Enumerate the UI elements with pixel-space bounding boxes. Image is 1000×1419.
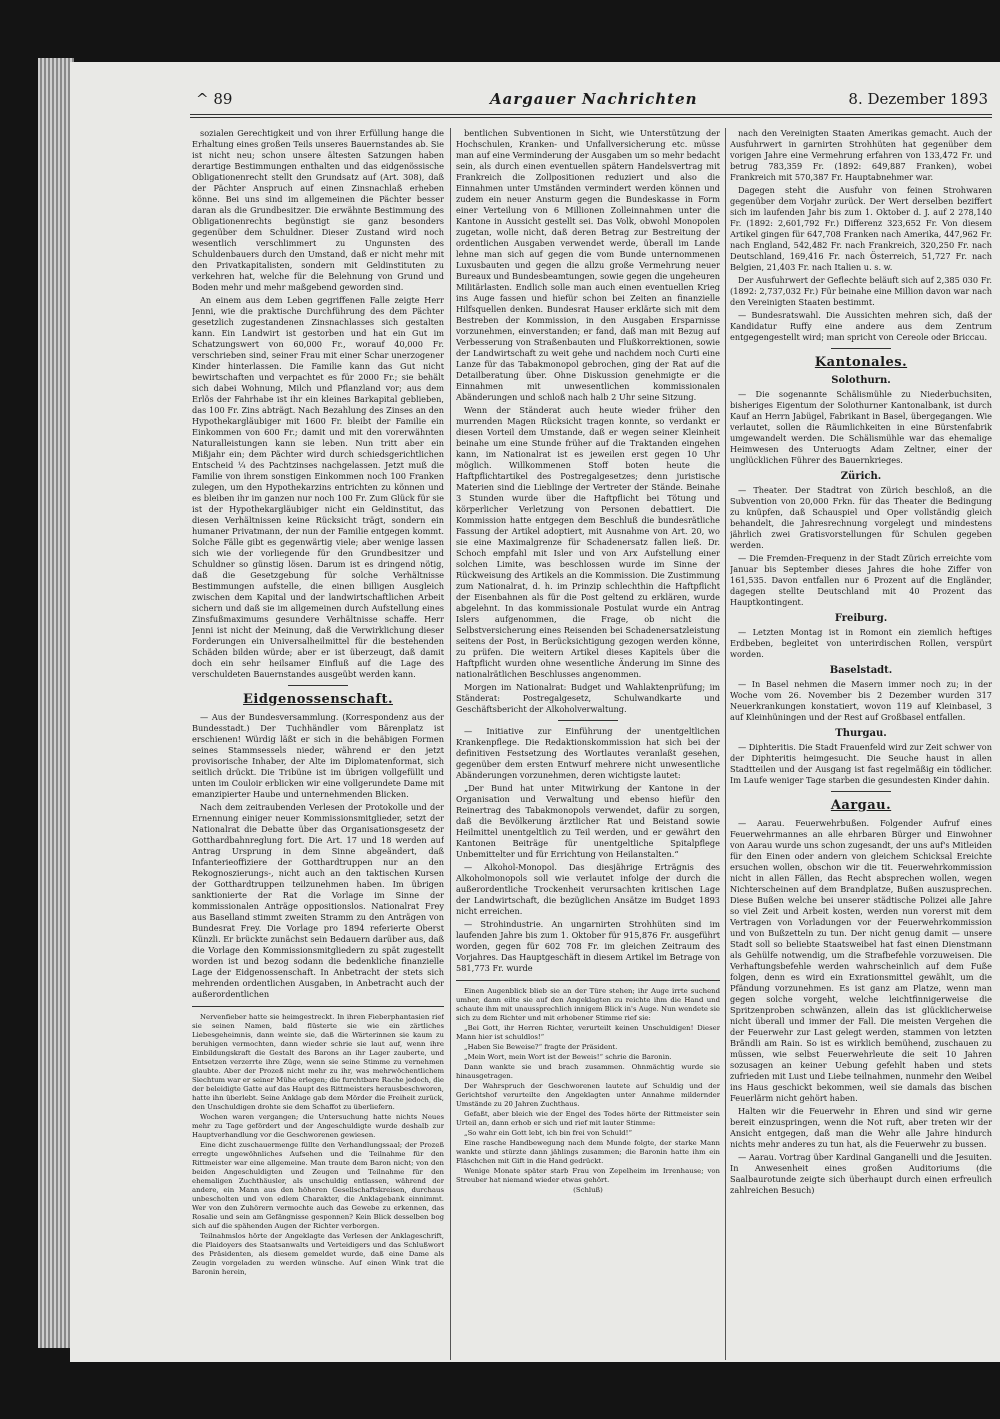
article-paragraph: — Aarau. Vortrag über Kardinal Ganganelli und die Jesuiten. In Anwesenheit eines großen Auditoriums (die Saalbaurotunde zeigte sich überhaupt durch einen erfreulich zahlreichen Besuch): [730, 1152, 992, 1195]
column-1: [192, 128, 444, 1360]
article-paragraph: — Die sogenannte Schälismühle zu Niederbuchsiten, bisheriges Eigentum der Solothurner Kantonalbank, ist durch Kauf an Herrn Jabügel, Fabrikant in Basel, übergegangen. Wie verlautet, sollen die Räumlichkeiten in eine Bürstenfabrik umgewandelt werden. Die Schälismühle war das ehemalige Heimwesen des Unteruogts Adam Zeltner, einer der unglücklichen Führer des Bauernkrieges.: [730, 389, 992, 465]
feuilleton-paragraph: Eine rasche Handbewegung nach dem Munde folgte, der starke Mann wankte und stürzte dann jählings zusammen; die Baronin hatte ihm ein Fläschchen mit Gift in die Hand gedrückt.: [456, 1139, 720, 1165]
column-divider: [725, 128, 726, 1360]
canton-heading: Freiburg.: [834, 613, 888, 624]
feuilleton-paragraph: Einen Augenblick blieb sie an der Türe stehen; ihr Auge irrte suchend umher, dann eilte sie auf den Angeklagten zu reichte ihm die Hand und schaute ihm mit unaussprechlich innigem Blick in's Auge. Nun wendete sie sich zu dem Richter und mit erhobener Stimme rief sie:: [456, 987, 720, 1022]
feuilleton-rule: [456, 980, 720, 981]
feuilleton-paragraph: Teilnahmslos hörte der Angeklagte das Verlesen der Anklageschrift, die Plaidoyers des Staatsanwalts und Verteidigers und das Schlußwort des Präsidenten, als diesem gemeldet wurde, daß eine Dame als Zeugin vorgeladen zu werden wünsche. Auf einen Wink trat die Baronin herein,: [192, 1232, 444, 1276]
newspaper-title: Aargauer Nachrichten: [490, 90, 698, 108]
article-paragraph: bentlichen Subventionen in Sicht, wie Unterstützung der Hochschulen, Kranken- und Unfallversicherung etc. müsse man auf eine Verminderung der Ausgaben um so mehr bedacht sein, als durch einen eventuellen spätern Handelsvertrag mit Frankreich die Zollpositionen reduziert und also die Einnahmen unter Umständen vermindert werden können und zudem ein neuer Ansturm gegen die Bundeskasse in Form einer Verteilung von 6 Millionen Zolleinnahmen unter die Kantone in Aussicht gestellt sei. Das Volk, obwohl Monopolen zugetan, wolle nicht, daß deren Betrag zur Bestreitung der ordentlichen Ausgaben verwendet werde, überall im Lande lehne man sich auf gegen die vom Bunde unternommenen Luxusbauten und gegen die allzu große Vermehrung neuer Bureaux und Bundesbeamtungen, sowie gegen die ungeheuren Militärlasten. Endlich solle man auch einen eventuellen Krieg ins Auge fassen und hiefür schon bei Zeiten an finanzielle Hilfsquellen denken. Bundesrat Hauser erklärte sich mit dem Bestreben der Kommission, in den Ausgaben Ersparnisse vorzunehmen, einverstanden; er fand, daß man mit Bezug auf Verbesserung von Straßenbauten und Flußkorrektionen, sowie der Landwirtschaft zu weit gehe und nachdem noch Curti eine Lanze für das Tabakmonopol gebrochen, ging der Rat auf die Detailberatung über. Ohne Diskussion genehmigte er die Einnahmen mit unwesentlichen kommissionalen Abänderungen und schloß nach halb 2 Uhr seine Sitzung.: [456, 128, 720, 402]
column-2: [456, 128, 720, 1360]
article-paragraph: — Aarau. Feuerwehrbußen. Folgender Aufruf eines Feuerwehrmannes an alle ehrbaren Bürger und Einwohner von Aarau wurde uns schon zugesandt, der uns auf's Mitleiden für den Einen oder andern von gleichem Schicksal Ereichte ersuchen wollen, obschon wir die tit. Feuerwehrkommission nicht in allen Fällen, das Recht absprechen wollen, wegen Nichterscheinen auf dem Brandplatze, Bußen auszusprechen. Diese Bußen welche bei unserer städtische Polizei alle Jahre so viel Zeit und Arbeit kosten, werden nun vorerst mit dem Vertragen von Vorladungen vor der Feuerwehrkommission und von Bußzetteln zu tun. Der nicht genug damit — unsere Stadt soll so beliebte Staatsweibel hat fast einen Dienstmann als Gehülfe notwendig, um die Strafbefehle vorzuweisen. Die Verhaftungsbefehle werden wahrscheinlich auf dem Fuße folgen, denn es wird ein Exrationsmittel gewählt, um die Pfändung vorzunehmen. Es ist ganz am Platze, wenn man gegen solche vorgeht, welche leichtfinnigerweise die Spritzenproben schwänzen, allein das ist glücklicherweise nicht überall und immer der Fall. Die meisten Vergehen die der Feuerwehr zur Last gelegt werden, stammen von letzten Brändli am Rain. So ist es wirklich bemühend, zuschauen zu müssen, wie selbst Feuerwehrleute die seit 10 Jahren sozusagen an keiner Uebung gefehlt haben und stets zufrieden mit Lust und Liebe teilnahmen, nunmehr den Weibel ins Haus geschickt bekommen, weil sie damals das bischen Feuerlärm nicht gehört haben.: [730, 818, 992, 1103]
article-paragraph: — Letzten Montag ist in Romont ein ziemlich heftiges Erdbeben, begleitet von unterirdischen Rollen, verspürt worden.: [730, 627, 992, 659]
feuilleton-paragraph: Der Wahrspruch der Geschworenen lautete auf Schuldig und der Gerichtshof verurteilte den Angeklagten unter Annahme mildernder Umstände zu 20 Jahren Zuchthaus.: [456, 1082, 720, 1108]
canton-heading: Solothurn.: [831, 375, 891, 386]
header-rule: [190, 114, 992, 118]
column-divider: [450, 128, 451, 1360]
feuilleton-paragraph: „Mein Wort, mein Wort ist der Beweis!“ schrie die Baronin.: [464, 1053, 672, 1061]
book-page-edges: [38, 58, 74, 1348]
feuilleton-paragraph: Gefaßt, aber bleich wie der Engel des Todes hörte der Rittmeister sein Urteil an, dann erhob er sich und rief mit lauter Stimme:: [456, 1110, 720, 1127]
page-header: [70, 90, 1000, 112]
article-paragraph: Wenn der Ständerat auch heute wieder früher den murrenden Magen Rücksicht tragen konnte, so verdankt er diesen Vorteil dem Umstande, daß er wegen seiner Kleinheit beinahe um eine Stunde früher auf die Traktanden eingehen kann, im Nationalrat ist es jeweilen erst gegen 10 Uhr möglich. Willkommenen Stoff boten heute die Haftpflichtartikel des Postregalgesetzes; denn juristische Materien sind die Lieblinge der Vertreter der Stände. Beinahe 3 Stunden wurde über die Haftpflicht bei Tötung und körperlicher Verletzung von Personen debattiert. Die Kommission hatte entgegen dem Beschluß die bundesrätliche Fassung der Artikel adoptiert, mit Ausnahme von Art. 20, wo sie eine Maximalgrenze für Schadenersatz fallen ließ. Dr. Schoch empfahl mit Isler und von Arx Aufstellung einer solchen Limite, was beschlossen wurde im Sinne der Rückweisung des Artikels an die Kommission. Die Zustimmung zum Nationalrat, d. h. im Prinzip schlechthin die Haftpflicht der Eisenbahnen als für die Post geltend zu erklären, wurde abgelehnt. In das kommissionale Postulat wurde ein Antrag Islers aufgenommen, die Frage, ob nicht die Selbstversicherung eines Reisenden bei Schadenersatzleistung seitens der Post, in Berücksichtigung gezogen werden könne, zu prüfen. Die weitern Artikel dieses Kapitels über die Haftpflicht wurden ohne wesentliche Änderung im Sinne des nationalrätlichen Beschlusses angenommen.: [456, 405, 720, 679]
page-number: ^ 89: [196, 90, 233, 108]
section-heading: Kantonales.: [814, 355, 908, 370]
article-paragraph: Dagegen steht die Ausfuhr von feinen Strohwaren gegenüber dem Vorjahr zurück. Der Wert derselben beziffert sich im laufenden Jahr bis zum 1. Oktober d. J. auf 2 278,140 Fr. (1892: 2,601,792 Fr.) Differenz 323,652 Fr. Von diesem Artikel gingen für 647,708 Franken nach Amerika, 447,962 Fr. nach England, 542,482 Fr. nach Frankreich, 320,250 Fr. nach Deutschland, 169,416 Fr. nach Österreich, 51,727 Fr. nach Belgien, 21,403 Fr. nach Italien u. s. w.: [730, 185, 992, 272]
feuilleton-paragraph: Nervenfieber hatte sie heimgestreckt. In ihren Fieberphantasien rief sie seinen Namen, bald flüsterte sie wie ein zärtliches Liebesgeheimnis, dann weinte sie, daß die Wärterinnen sie kaum zu beruhigen vermochten, dann wieder schrie sie laut auf, wenn ihre Einbildungskraft die Gestalt des Barons an ihr Lager zauberte, und Entsetzen verzerrte ihre Züge, wenn sie seine Stimme zu vernehmen glaubte. Aber der Prozeß nicht mehr zu ihr, was mehrwöchentlichem Siechtum war er seiner Mühe erlegen; die furchtbare Rache jedoch, die der beleidigte Gatte auf das Haupt des Rittmeisters herausbeschworen, hatte ihn überlebt. Seine Anklage gab dem Mörder die Freiheit zurück, den Unschuldigen drohte sie dem Schaffot zu überliefern.: [192, 1013, 444, 1111]
article-paragraph: — Aus der Bundesversammlung. (Korrespondenz aus der Bundesstadt.) Der Tuchhändler vom Bärenplatz ist erschienen! Würdig läßt er sich in die behäbigen Formen seines Stammsessels nieder, während er den jetzt provisorische Inhaber, der Alte im Diplomatenformat, sich seitlich drückt. Die Tribüne ist im übrigen vollgefüllt und unten im Couloir erblicken wir eine vollgerundete Dame mit emanzipierter Haube und unternehmenden Blicken.: [192, 712, 444, 799]
separator: [288, 685, 348, 686]
feuilleton-paragraph: „So wahr ein Gott lebt, ich bin frei von Schuld!“: [464, 1129, 632, 1137]
article-paragraph: Morgen im Nationalrat: Budget und Wahlaktenprüfung; im Ständerat: Postregalgesetz, Schulwandkarte und Geschäftsbericht der Alkoholverwaltung.: [456, 682, 720, 714]
article-paragraph: — Diphteritis. Die Stadt Frauenfeld wird zur Zeit schwer von der Diphteritis heimgesucht. Die Seuche haust in allen Stadtteilen und der Ausgang ist fast regelmäßig ein tödlicher. Im Laufe weniger Tage starben die gesundesten Kinder dahin.: [730, 742, 992, 785]
article-paragraph: — Die Fremden-Frequenz in der Stadt Zürich erreichte vom Januar bis September dieses Jahres die hohe Ziffer von 161,535. Davon entfallen nur 6 Prozent auf die Engländer, dagegen stellte Deutschland mit 40 Prozent das Hauptkontingent.: [730, 553, 992, 607]
article-paragraph: sozialen Gerechtigkeit und von ihrer Erfüllung hange die Erhaltung eines großen Teils unseres Bauernstandes ab. Sie ist nicht neu; schon unsere ältesten Satzungen haben derartige Bestimmungen enthalten und das eidgenössische Obligationenrecht stellt den Grundsatz auf (Art. 308), daß der Pächter Anspruch auf einen Zinsnachlaß erheben könne. Bei uns sind im allgemeinen die Pächter besser daran als die Grundbesitzer. Die erwähnte Bestimmung des Obligationenrechts begünstigt sie ganz besonders gegenüber dem Schuldner. Dieser Zustand wird noch wesentlich verschlimmert zu Ungunsten des Schuldenbauers durch den Umstand, daß er nicht mehr mit den Privatkapitalisten, sondern mit Geldinstituten zu verkehren hat, welche für die Belehnung von Grund und Boden mehr und mehr maßgebend geworden sind.: [192, 128, 444, 292]
feuilleton-paragraph: „Bei Gott, ihr Herren Richter, verurteilt keinen Unschuldigen! Dieser Mann hier ist schuldlos!“: [456, 1024, 720, 1041]
feuilleton-paragraph: Eine dicht zuschauermenge füllte den Verhandlungssaal; der Prozeß erregte ungewöhnliches Aufsehen und die Teilnahme für den Rittmeister war eine allgemeine. Man traute dem Baron nicht; von den beiden Angeschuldigten und Zeugen und Teilnahme für den ehemaligen Zuchthäusler, als unschuldig entlassen, während der andere, ein Mann aus den höheren Gesellschaftskreisen, durchaus unbescholten und von edlem Charakter, die Anklagebank einnimmt. Wer von den Zuhörern vermochte auch das Gewebe zu erkennen, das Rosalie und sein am Gefängnisse gesponnen? Kein Blick desselben bog sich auf die spähenden Augen der Richter verborgen.: [192, 1141, 444, 1230]
end-mark: (Schluß): [573, 1186, 603, 1194]
feuilleton-paragraph: „Haben Sie Beweise?“ fragte der Präsident.: [464, 1043, 618, 1051]
article-paragraph: „Der Bund hat unter Mitwirkung der Kantone in der Organisation und Verwaltung und ebenso hiefür den Reinertrag des Tabakmonopols verwendet, dafür zu sorgen, daß die Bevölkerung ärztlicher Rat und Beistand sowie Heilmittel unentgeltlich zu Teil werden, und er gewährt den Kantonen Beiträge für unentgeltliche Spitalpflege Unbemittelter und für Errichtung von Heilanstalten.“: [456, 783, 720, 859]
feuilleton-paragraph: Dann wankte sie und brach zusammen. Ohnmächtig wurde sie hinausgetragen.: [456, 1063, 720, 1080]
column-3: [730, 128, 992, 1360]
article-paragraph: Nach dem zeitraubenden Verlesen der Protokolle und der Ernennung einiger neuer Kommissionsmitglieder, setzt der Nationalrat die Debatte über das Organisationsgesetz der Gotthardbahnreglung fort. Die Art. 17 und 18 werden auf Antrag Ursprung in dem Sinne abgeändert, daß Infanterieoffiziere der Gotthardtruppen nur an den Rekognoszierungs-, nicht auch an den taktischen Kursen der Gotthardtruppen teilzunehmen haben. Im übrigen sanktionierte der Rat die Vorlage im Sinne der kommissionalen Anträge oppositionslos. Nationalrat Frey aus Baselland stimmt zweiten Stramm zu den Anträgen von Bundesrat Frey. Die Vorlage pro 1894 referierte Oberst Künzli. Er brückte zunächst sein Bedauern darüber aus, daß die Vorlage den Kommissionsmitgliedern zu spät zugestellt worden ist und bezog sodann die bedenkliche finanzielle Lage der Eidgenossenschaft. In Anbetracht der stets sich mehrenden ordentlichen Ausgaben, in Anbetracht auch der außerordentlichen: [192, 802, 444, 999]
article-paragraph: — Alkohol-Monopol. Das diesjährige Erträgnis des Alkoholmonopols soll wie verlautet infolge der durch die außerordentliche Trockenheit verursachten kritischen Lage der Landwirtschaft, die bezüglichen Ansätze im Budget 1893 nicht erreichen.: [456, 862, 720, 916]
canton-heading: Thurgau.: [835, 728, 887, 739]
separator: [831, 791, 891, 792]
feuilleton-paragraph: Wochen waren vergangen; die Untersuchung hatte nichts Neues mehr zu Tage gefördert und der Angeschuldigte wurde deshalb zur Hauptverhandlung vor die Geschworenen gewiesen.: [192, 1113, 444, 1139]
article-paragraph: nach den Vereinigten Staaten Amerikas gemacht. Auch der Ausfuhrwert in garnirten Strohhüten hat gegenüber dem vorigen Jahre eine Vermehrung erfahren von 133,472 Fr. und betrug 783,359 Fr. (1892: 649,887 Franken), wobei Frankreich mit 570,387 Fr. Hauptabnehmer war.: [730, 128, 992, 182]
issue-date: 8. Dezember 1893: [848, 90, 988, 108]
separator: [831, 348, 891, 349]
article-paragraph: Der Ausfuhrwert der Geflechte beläuft sich auf 2,385 030 Fr. (1892: 2,737,032 Fr.) Für beinahe eine Million davon war nach den Vereinigten Staaten bestimmt.: [730, 275, 992, 307]
article-paragraph: — Initiative zur Einführung der unentgeltlichen Krankenpflege. Die Redaktionskommission hat sich bei der definitiven Festsetzung des Wortlautes veranlaßt gesehen, gegenüber dem ersten Entwurf mehrere nicht unwesentliche Abänderungen vorzunehmen, deren wichtigste lautet:: [456, 726, 720, 780]
separator: [558, 720, 618, 721]
feuilleton-rule: [192, 1006, 444, 1007]
section-heading: Aargau.: [830, 798, 892, 813]
article-paragraph: Halten wir die Feuerwehr in Ehren und sind wir gerne bereit einzuspringen, wenn die Not ruft, aber treten wir der Ansicht entgegen, daß man die Wehr alle Jahre hindurch nichts mehr anderes zu tun hat, als die Feuerwehr zu bussen.: [730, 1106, 992, 1149]
section-heading: Eidgenossenschaft.: [242, 692, 393, 707]
canton-heading: Zürich.: [840, 471, 882, 482]
canton-heading: Baselstadt.: [829, 665, 893, 676]
article-paragraph: — Strohindustrie. An ungarnirten Strohhüten sind im laufenden Jahre bis zum 1. Oktober für 915,876 Fr. ausgeführt worden, gegen für 602 708 Fr. im gleichen Zeitraum des Vorjahres. Das Hauptgeschäft in diesem Artikel im Betrage von 581,773 Fr. wurde: [456, 919, 720, 973]
article-paragraph: — Theater. Der Stadtrat von Zürich beschloß, an die Subvention von 20,000 Frkn. für das Theater die Bedingung zu knüpfen, daß Schauspiel und Oper vollständig gleich behandelt, die Jahresrechnung vorgelegt und mindestens jährlich zwei Gratisvorstellungen für Schulen gegeben werden.: [730, 485, 992, 550]
article-paragraph: — In Basel nehmen die Masern immer noch zu; in der Woche vom 26. November bis 2 Dezember wurden 317 Neuerkrankungen konstatiert, wovon 119 auf Kleinbasel, 3 auf Kleinhüningen und der Rest auf Großbasel entfallen.: [730, 679, 992, 722]
article-paragraph: An einem aus dem Leben gegriffenen Falle zeigte Herr Jenni, wie die praktische Durchführung des dem Pächter gesetzlich zugestandenen Zinsnachlasses sich gestalten kann. Ein Landwirt ist gestorben und hat ein Gut im Schatzungswert von 60,000 Fr., worauf 40,000 Fr. verschrieben sind, seiner Frau mit einer Schar unerzogener Kinder hinterlassen. Die Familie kann das Gut nicht bewirtschaften und verpachtet es für 2000 Fr.; sie behält sich dabei Wohnung, Milch und Pflanzland vor; aus dem Erlös der Fahrhabe ist ihr ein kleines Barkapital geblieben, das 100 Fr. Zins abträgt. Nach Bezahlung des Zinses an den Hypothekargläubiger mit 1600 Fr. bleibt der Familie ein Einkommen von 600 Fr.; damit und mit den vorerwähnten Naturalleistungen kann sie leben. Nun tritt aber ein Mißjahr ein; dem Pächter wird durch schiedsgerichtlichen Entscheid ¼ des Pachtzinses nachgelassen. Jetzt muß die Familie von ihrem sonstigen Einkommen noch 100 Franken zulegen, um den Hypothekarzins entrichten zu können und es bleiben ihr im ganzen nur noch 100 Fr. Zum Glück für sie ist der Hypothekargläubiger nicht ein Geldinstitut, das diesen Verhältnissen keine Rücksicht trägt, sondern ein humaner Privatmann, der nun der Familie entgegen kommt. Solche Fälle gibt es gegenwärtig viele; aber wenige lassen sich wie der vorliegende für den Grundbesitzer und Schuldner so günstig lösen. Darum ist es dringend nötig, daß die Gesetzgebung für solche Verhältnisse Bestimmungen aufstelle, die einen billigen Ausgleich zwischen dem Kapital und der landwirtschaftlichen Arbeit sichern und daß sie im allgemeinen durch Aufstellung eines Zinsfußmaximums gesundere Verhältnisse schaffe. Herr Jenni ist nicht der Meinung, daß die Verwirklichung dieser Forderungen ein Universalheilmittel für die bestehenden Schäden bilden würde; aber er ist überzeugt, daß damit doch ein sehr heilsamer Einfluß auf die Lage des verschuldeten Bauernstandes ausgeübt werden kann.: [192, 295, 444, 679]
newspaper-page: [70, 62, 1000, 1362]
article-paragraph: — Bundesratswahl. Die Aussichten mehren sich, daß der Kandidatur Ruffy eine andere aus dem Zentrum entgegengestellt wird; man spricht von Cereole oder Briccau.: [730, 310, 992, 342]
feuilleton-paragraph: Wenige Monate später starb Frau von Zepelheim im Irrenhause; von Streuber hat niemand wieder etwas gehört.: [456, 1167, 720, 1184]
